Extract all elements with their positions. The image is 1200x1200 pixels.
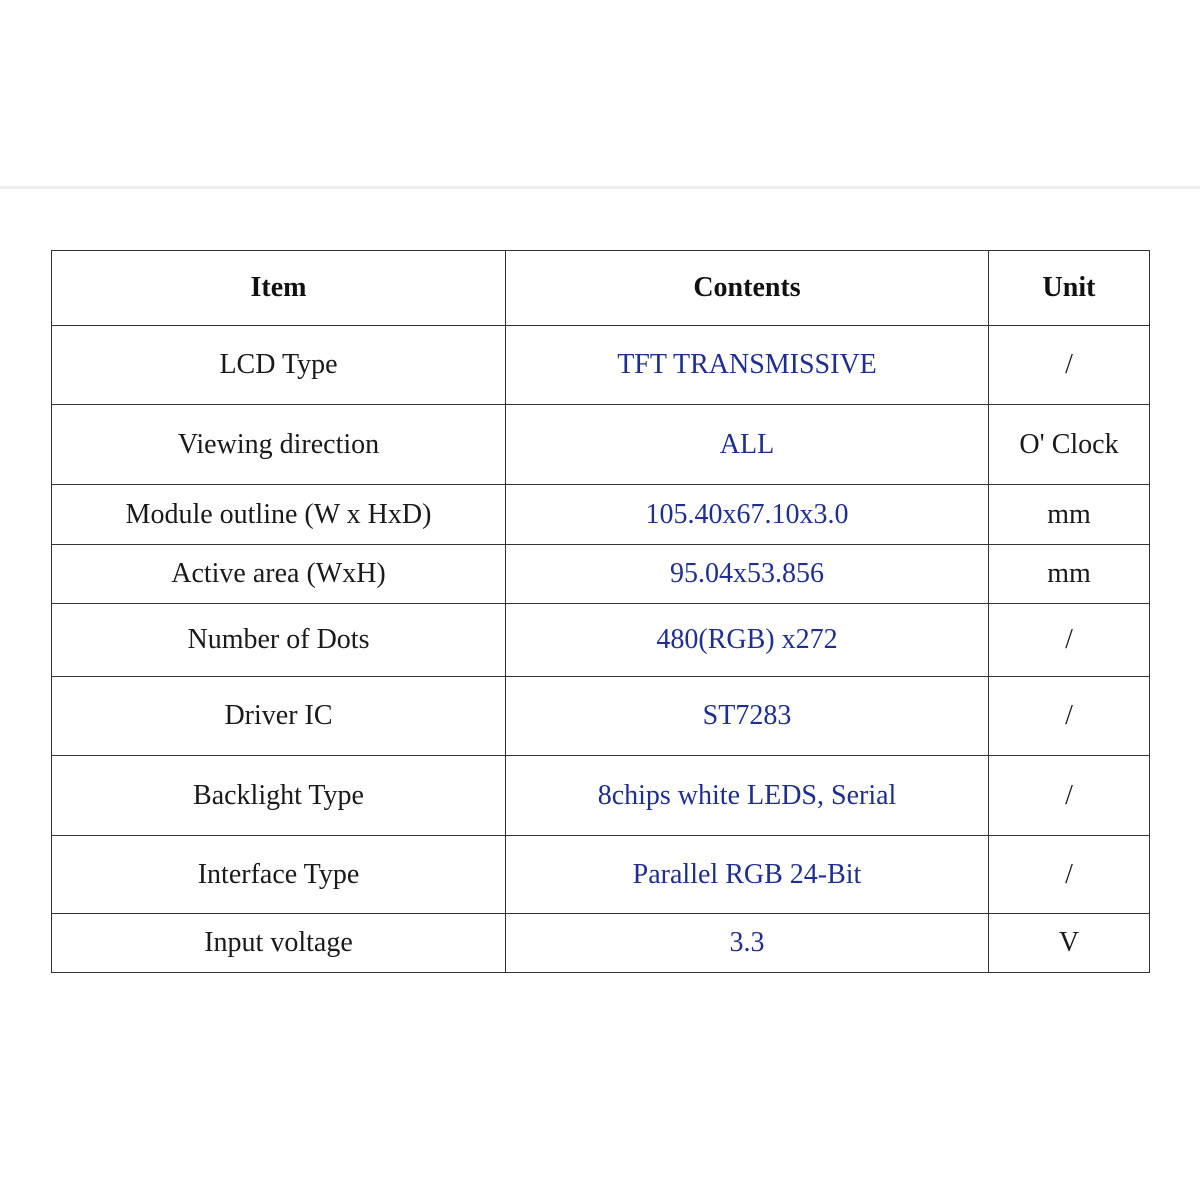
unit-cell: mm xyxy=(989,485,1150,545)
item-cell: Active area (WxH) xyxy=(52,545,506,604)
unit-cell: / xyxy=(989,756,1150,836)
header-item: Item xyxy=(52,251,506,326)
table-row xyxy=(52,677,1150,756)
table-row xyxy=(52,836,1150,914)
item-cell: Module outline (W x HxD) xyxy=(52,485,506,545)
item-cell: Viewing direction xyxy=(52,405,506,485)
header-unit: Unit xyxy=(989,251,1150,326)
item-cell: Driver IC xyxy=(52,677,506,756)
item-cell: Number of Dots xyxy=(52,604,506,677)
contents-cell: ST7283 xyxy=(506,677,989,756)
contents-cell: 105.40x67.10x3.0 xyxy=(506,485,989,545)
contents-cell: 3.3 xyxy=(506,914,989,973)
item-cell: Input voltage xyxy=(52,914,506,973)
unit-cell: / xyxy=(989,604,1150,677)
table-row xyxy=(52,914,1150,973)
unit-cell: O' Clock xyxy=(989,405,1150,485)
table-row xyxy=(52,604,1150,677)
table-row xyxy=(52,545,1150,604)
item-cell: LCD Type xyxy=(52,326,506,405)
header-contents: Contents xyxy=(506,251,989,326)
unit-cell: / xyxy=(989,677,1150,756)
table-row xyxy=(52,485,1150,545)
specification-table xyxy=(51,250,1150,973)
table-header-row xyxy=(52,251,1150,326)
item-cell: Backlight Type xyxy=(52,756,506,836)
item-cell: Interface Type xyxy=(52,836,506,914)
contents-cell: 95.04x53.856 xyxy=(506,545,989,604)
contents-cell: 8chips white LEDS, Serial xyxy=(506,756,989,836)
contents-cell: Parallel RGB 24-Bit xyxy=(506,836,989,914)
unit-cell: V xyxy=(989,914,1150,973)
contents-cell: 480(RGB) x272 xyxy=(506,604,989,677)
contents-cell: ALL xyxy=(506,405,989,485)
unit-cell: / xyxy=(989,326,1150,405)
table-row xyxy=(52,405,1150,485)
contents-cell: TFT TRANSMISSIVE xyxy=(506,326,989,405)
top-divider xyxy=(0,186,1200,189)
unit-cell: / xyxy=(989,836,1150,914)
table-row xyxy=(52,756,1150,836)
unit-cell: mm xyxy=(989,545,1150,604)
table-row xyxy=(52,326,1150,405)
